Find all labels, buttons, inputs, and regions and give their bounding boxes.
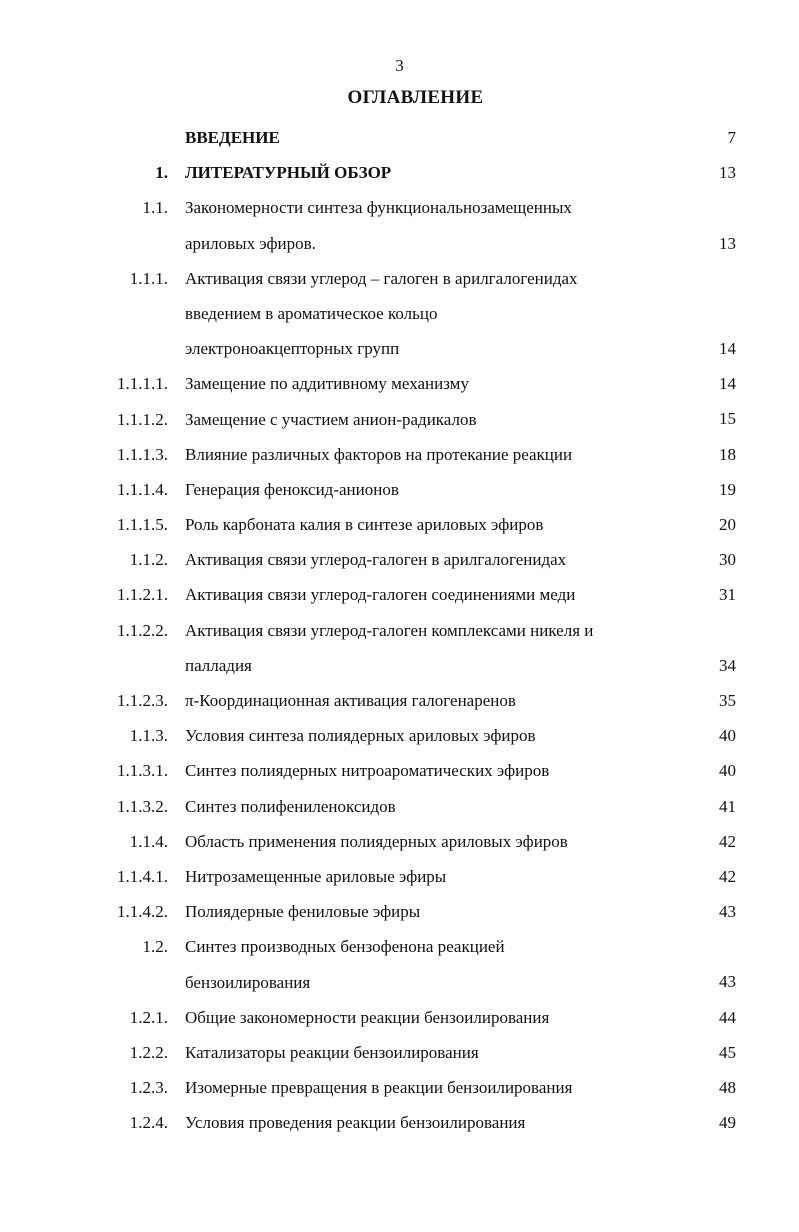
toc-entry-heading-line: Синтез полифениленоксидов — [185, 796, 396, 816]
toc-entry-heading — [185, 261, 685, 367]
toc-entry-heading-line: Генерация феноксид-анионов — [185, 479, 399, 499]
toc-entry — [0, 190, 799, 260]
toc-entry-page: 34 — [719, 655, 736, 675]
toc-entry-page: 43 — [719, 902, 736, 922]
toc-entry-number: 1.1.1.4. — [117, 479, 168, 499]
toc-entry-heading — [185, 542, 685, 577]
toc-entry — [0, 261, 799, 367]
toc-entry-heading-line: Активация связи углерод-галоген соединениями меди — [185, 585, 576, 605]
toc-entry-heading — [185, 366, 685, 401]
toc-entry-heading-line: Изомерные превращения в реакции бензоилирования — [185, 1078, 573, 1098]
toc-entry — [0, 437, 799, 472]
toc-entry-heading-line: Замещение с участием анион-радикалов — [185, 409, 477, 429]
toc-entry-page: 43 — [719, 972, 736, 992]
toc-entry-page: 20 — [719, 515, 736, 535]
toc-entry-page: 49 — [719, 1113, 736, 1133]
toc-entry-number: 1.2.1. — [129, 1007, 168, 1027]
toc-entry-page: 14 — [719, 374, 736, 394]
toc-entry-number: 1.2.3. — [129, 1078, 168, 1098]
toc-entry-number: 1.1.2.2. — [117, 620, 168, 640]
toc-entry-number: 1.1.2. — [129, 550, 168, 570]
toc-entry-number: 1.1.1.1. — [117, 374, 168, 394]
toc-entry-page: 15 — [719, 409, 736, 429]
toc-entry — [0, 120, 799, 155]
toc-entry-heading — [185, 929, 685, 999]
toc-entry-page: 31 — [719, 585, 736, 605]
toc-entry — [0, 929, 799, 999]
page-number: 3 — [395, 56, 404, 75]
toc-entry — [0, 718, 799, 753]
toc-entry-heading-line: Условия проведения реакции бензоилирования — [185, 1113, 526, 1133]
toc-entry-heading-line: бензоилирования — [185, 972, 311, 992]
toc-entry-heading — [185, 402, 685, 437]
toc-entry-heading — [185, 1070, 685, 1105]
toc-entry-heading — [185, 789, 685, 824]
toc-entry-heading — [185, 718, 685, 753]
toc-entry-number: 1.1.1.2. — [117, 409, 168, 429]
toc-entry-heading — [185, 824, 685, 859]
toc-entry-heading-line: Влияние различных факторов на протекание реакции — [185, 444, 573, 464]
table-of-contents — [0, 120, 799, 1140]
toc-entry-number: 1.1.4.1. — [117, 866, 168, 886]
toc-entry-heading — [185, 190, 685, 260]
toc-entry-number: 1.1.1. — [129, 268, 168, 288]
toc-entry — [0, 789, 799, 824]
toc-entry-number: 1.1.2.3. — [117, 691, 168, 710]
toc-entry — [0, 613, 799, 683]
toc-entry-heading-line: Роль карбоната калия в синтезе ариловых эфиров — [185, 515, 544, 535]
toc-entry — [0, 402, 799, 437]
toc-entry-page: 41 — [719, 796, 736, 816]
toc-entry-page: 42 — [719, 831, 736, 851]
toc-entry-heading — [185, 859, 685, 894]
toc-entry-heading — [185, 577, 685, 612]
toc-entry-heading — [185, 1105, 685, 1140]
toc-entry-heading-line: Закономерности синтеза функциональнозамещенных — [185, 198, 572, 218]
toc-entry-page: 30 — [719, 550, 736, 570]
toc-entry-heading-line: Область применения полиядерных ариловых эфиров — [185, 831, 568, 851]
toc-entry-heading-line: Активация связи углерод-галоген комплексами никеля и — [185, 620, 594, 640]
toc-entry-heading-line: электроноакцепторных групп — [185, 339, 400, 359]
toc-entry-page: 48 — [719, 1078, 736, 1098]
toc-entry-number: 1.1.1.3. — [117, 444, 168, 464]
toc-entry-heading — [185, 507, 685, 542]
toc-entry-heading — [185, 472, 685, 507]
toc-entry-heading-line: введением в ароматическое кольцо — [185, 303, 438, 323]
toc-entry-heading-line: Катализаторы реакции бензоилирования — [185, 1042, 479, 1062]
toc-entry-heading — [185, 753, 685, 788]
toc-entry-number: 1. — [155, 163, 168, 183]
toc-entry-number: 1.1.1.5. — [117, 515, 168, 535]
toc-entry-number: 1.1.4.2. — [117, 902, 168, 922]
toc-entry-number: 1.1. — [142, 198, 168, 218]
toc-entry-heading-line: Полиядерные фениловые эфиры — [185, 902, 421, 922]
toc-entry — [0, 1070, 799, 1105]
toc-entry — [0, 155, 799, 190]
toc-entry-heading-line: π-Координационная активация галогенаренов — [185, 691, 516, 710]
toc-entry-page: 19 — [719, 479, 736, 499]
toc-entry-number: 1.2.2. — [129, 1042, 168, 1062]
toc-entry-page: 45 — [719, 1042, 736, 1062]
toc-entry — [0, 894, 799, 929]
toc-entry-heading-line: Активация связи углерод – галоген в арилгалогенидах — [185, 268, 578, 288]
toc-entry-heading-line: Синтез производных бензофенона реакцией — [185, 937, 505, 957]
toc-entry-heading — [185, 1035, 685, 1070]
toc-entry — [0, 507, 799, 542]
toc-entry-page: 40 — [719, 761, 736, 781]
toc-entry — [0, 1105, 799, 1140]
toc-entry-page: 18 — [719, 444, 736, 464]
toc-entry-heading-line: Условия синтеза полиядерных ариловых эфиров — [185, 726, 536, 746]
toc-entry-number: 1.1.2.1. — [117, 585, 168, 605]
toc-entry-page: 35 — [719, 690, 736, 710]
toc-entry-heading — [185, 120, 685, 155]
toc-entry — [0, 366, 799, 401]
toc-entry-heading-line: ЛИТЕРАТУРНЫЙ ОБЗОР — [185, 163, 392, 183]
toc-entry-number: 1.1.3.2. — [117, 796, 168, 816]
toc-entry-number: 1.1.3. — [129, 726, 168, 746]
toc-entry-page: 13 — [719, 233, 736, 253]
toc-entry-heading — [185, 894, 685, 929]
toc-entry-heading — [185, 1000, 685, 1035]
toc-entry-page: 14 — [719, 339, 736, 359]
toc-entry-heading-line: Замещение по аддитивному механизму — [185, 374, 469, 394]
toc-entry-heading-line: Нитрозамещенные ариловые эфиры — [185, 866, 447, 886]
toc-entry-heading — [185, 613, 685, 683]
toc-entry-heading-line: ВВЕДЕНИЕ — [185, 128, 280, 147]
toc-entry-page: 13 — [719, 163, 736, 183]
toc-entry — [0, 542, 799, 577]
toc-entry — [0, 1000, 799, 1035]
toc-entry-heading-line: палладия — [185, 655, 252, 675]
toc-entry — [0, 577, 799, 612]
toc-entry-heading — [185, 437, 685, 472]
toc-entry — [0, 824, 799, 859]
toc-entry — [0, 683, 799, 718]
toc-entry-heading — [185, 683, 685, 718]
toc-entry-page: 42 — [719, 866, 736, 886]
toc-entry-heading-line: Синтез полиядерных нитроароматических эфиров — [185, 761, 550, 781]
toc-entry-page: 7 — [727, 127, 736, 147]
toc-entry-number: 1.1.4. — [129, 831, 168, 851]
toc-entry-heading-line: Активация связи углерод-галоген в арилгалогенидах — [185, 550, 567, 570]
toc-entry — [0, 753, 799, 788]
toc-entry-number: 1.2.4. — [129, 1113, 168, 1133]
toc-entry-number: 1.2. — [142, 937, 168, 957]
toc-entry-page: 44 — [719, 1007, 736, 1027]
toc-entry-heading-line: ариловых эфиров. — [185, 233, 316, 253]
toc-entry — [0, 859, 799, 894]
toc-title: ОГЛАВЛЕНИЕ — [347, 87, 484, 108]
toc-entry — [0, 472, 799, 507]
toc-entry-heading — [185, 155, 685, 190]
toc-entry-heading-line: Общие закономерности реакции бензоилирования — [185, 1007, 550, 1027]
toc-entry-number: 1.1.3.1. — [117, 761, 168, 781]
toc-entry-page: 40 — [719, 726, 736, 746]
toc-entry — [0, 1035, 799, 1070]
